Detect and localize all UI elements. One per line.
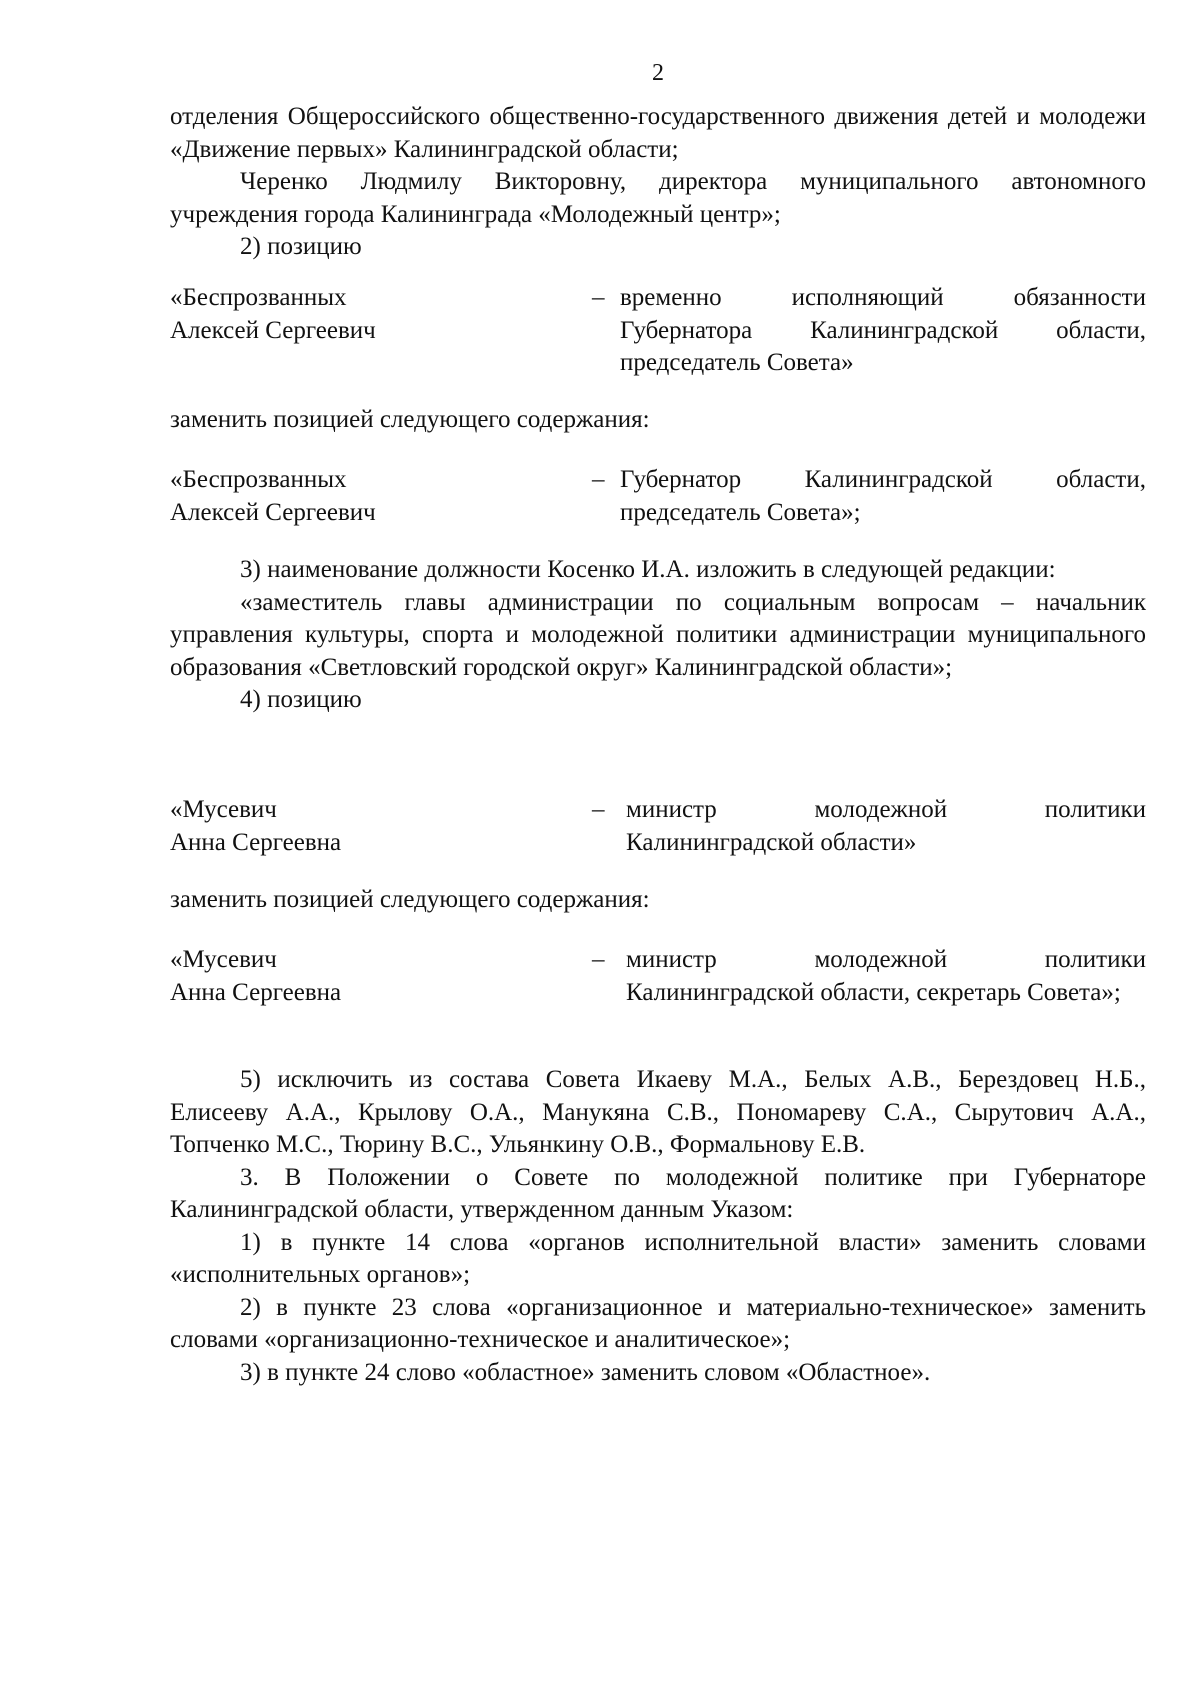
section-3-item-3: 3) в пункте 24 слово «областное» заменить словом «Областное». [240, 1358, 931, 1386]
page-body [170, 0, 1146, 1706]
replace-label-1 [170, 404, 1146, 437]
entry-person-name [170, 944, 570, 1009]
entry-surname: «Мусевич [170, 946, 277, 973]
paragraph-movement-department: отделения Общероссийского общественно-государственного движения детей и молодежи «Движение первых» Калининградской области; [170, 103, 1146, 163]
entry-dash: – [592, 796, 605, 823]
page-number: 2 [652, 60, 664, 86]
entry-surname: «Беспрозванных [170, 466, 347, 493]
entry-person-name [170, 464, 570, 529]
entry-dash: – [592, 946, 605, 973]
entry-person-name [170, 282, 570, 347]
section-3-item-2: 2) в пункте 23 слова «организационное и материально-техническое» заменить словами «организационно-техническое и аналитическое»; [170, 1293, 1146, 1353]
entry-given-names: Анна Сергеевна [170, 828, 342, 856]
entry-role: Губернатор Калининградской области, председатель Совета»; [620, 466, 1146, 526]
entry-given-names: Алексей Сергеевич [170, 316, 376, 344]
item-4-label: 4) позицию [240, 686, 362, 713]
item-3-text: 3) наименование должности Косенко И.А. изложить в следующей редакции: [240, 556, 1056, 583]
entry-role: министр молодежной политики Калининградской области, секретарь Совета»; [626, 946, 1146, 1006]
paragraph-cherenko: Черенко Людмилу Викторовну, директора муниципального автономного учреждения города Калининграда «Молодежный центр»; [170, 168, 1146, 228]
entry-role: временно исполняющий обязанности Губернатора Калининградской области, председатель Совета» [620, 284, 1146, 376]
replace-with-position-text: заменить позицией следующего содержания: [170, 406, 650, 433]
entry-surname: «Мусевич [170, 796, 277, 823]
section-3-item-1: 1) в пункте 14 слова «органов исполнительной власти» заменить словами «исполнительных органов»; [170, 1228, 1146, 1288]
item-3-block [170, 554, 1146, 717]
entry-given-names: Анна Сергеевна [170, 978, 342, 1006]
entry-role: министр молодежной политики Калининградской области» [626, 796, 1146, 856]
item-5-exclusion-list: 5) исключить из состава Совета Икаеву М.А., Белых А.В., Берездовец Н.Б., Елисееву А.А., Крылову О.А., Манукяна С.В., Пономареву С.А., Сырутович А.А., Топченко М.С., Тюрину В.С., Ульянкину О.В., Формальнову Е.В. [170, 1066, 1146, 1158]
item-2-label: 2) позицию [240, 233, 362, 260]
entry-given-names: Алексей Сергеевич [170, 498, 376, 526]
entry-dash: – [592, 466, 605, 493]
entry-person-name [170, 794, 570, 859]
entry-dash: – [592, 284, 605, 311]
section-3-heading: 3. В Положении о Совете по молодежной политике при Губернаторе Калининградской области, утвержденном данным Указом: [170, 1163, 1146, 1223]
item-3-quote: «заместитель главы администрации по социальным вопросам – начальник управления культуры, спорта и молодежной политики администрации муниципального образования «Светловский городской округ» Калининградской области»; [170, 588, 1146, 681]
replace-with-position-text: заменить позицией следующего содержания: [170, 886, 650, 913]
replace-label-2 [170, 884, 1146, 917]
entry-surname: «Беспрозванных [170, 284, 347, 311]
paragraph-continuation [170, 101, 1146, 264]
closing-items-block [170, 1064, 1146, 1389]
